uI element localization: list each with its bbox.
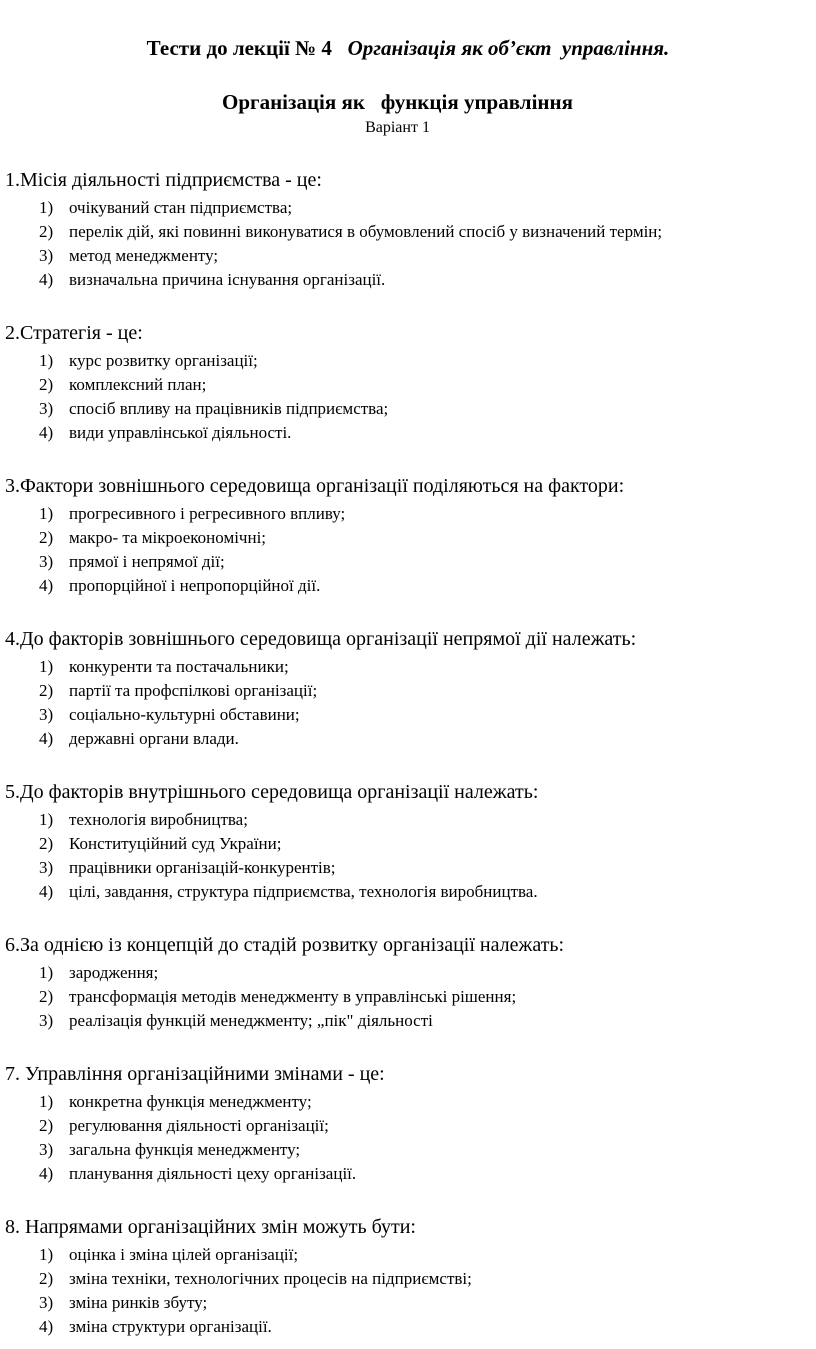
option-text: пропорційної і непропорційної дії. bbox=[69, 576, 321, 595]
question bbox=[5, 1214, 790, 1339]
option-number: 1) bbox=[39, 198, 54, 217]
option-text: прямої і непрямої дії; bbox=[69, 552, 225, 571]
option-text: трансформація методів менеджменту в управлінські рішення; bbox=[69, 987, 517, 1006]
answer-option bbox=[5, 727, 790, 751]
option-number: 2) bbox=[39, 1116, 54, 1135]
question bbox=[5, 167, 790, 292]
question-text: 6.За однією із концепцій до стадій розвитку організації належать: bbox=[5, 934, 565, 956]
document-title-line-1 bbox=[5, 8, 790, 89]
answer-option bbox=[5, 550, 790, 574]
title-prefix: Тести до лекції № 4 bbox=[146, 36, 348, 60]
answer-option bbox=[5, 196, 790, 220]
option-number: 1) bbox=[39, 504, 54, 523]
answer-option bbox=[5, 985, 790, 1009]
option-text: оцінка і зміна цілей організації; bbox=[69, 1245, 299, 1264]
option-text: очікуваний стан підприємства; bbox=[69, 198, 293, 217]
variant-label: Варіант 1 bbox=[365, 119, 430, 136]
option-text: зародження; bbox=[69, 963, 159, 982]
option-number: 2) bbox=[39, 375, 54, 394]
option-number: 2) bbox=[39, 222, 54, 241]
title-italic-part: Організація як об’єкт управління. bbox=[347, 36, 670, 60]
answer-option bbox=[5, 655, 790, 679]
option-number: 3) bbox=[39, 246, 54, 265]
answer-option bbox=[5, 502, 790, 526]
option-number: 1) bbox=[39, 1245, 54, 1264]
option-text: загальна функція менеджменту; bbox=[69, 1140, 301, 1159]
option-text: зміна ринків збуту; bbox=[69, 1293, 208, 1312]
option-number: 1) bbox=[39, 351, 54, 370]
option-number: 1) bbox=[39, 810, 54, 829]
option-text: курс розвитку організації; bbox=[69, 351, 258, 370]
option-text: реалізація функцій менеджменту; „пік" діяльності bbox=[69, 1011, 433, 1030]
option-text: планування діяльності цеху організації. bbox=[69, 1164, 357, 1183]
answer-option bbox=[5, 574, 790, 598]
answer-option bbox=[5, 1315, 790, 1339]
option-number: 3) bbox=[39, 1293, 54, 1312]
answer-option bbox=[5, 1009, 790, 1033]
question bbox=[5, 779, 790, 904]
answer-option bbox=[5, 703, 790, 727]
answer-option bbox=[5, 373, 790, 397]
option-number: 2) bbox=[39, 1269, 54, 1288]
option-number: 4) bbox=[39, 882, 54, 901]
option-number: 3) bbox=[39, 705, 54, 724]
answer-option bbox=[5, 220, 790, 244]
option-text: державні органи влади. bbox=[69, 729, 239, 748]
answer-option bbox=[5, 1243, 790, 1267]
question-text: 8. Напрямами організаційних змін можуть бути: bbox=[5, 1216, 416, 1238]
option-text: конкуренти та постачальники; bbox=[69, 657, 289, 676]
option-number: 4) bbox=[39, 729, 54, 748]
option-text: технологія виробництва; bbox=[69, 810, 248, 829]
answer-option bbox=[5, 397, 790, 421]
answer-option bbox=[5, 1162, 790, 1186]
option-text: види управлінської діяльності. bbox=[69, 423, 292, 442]
option-text: партії та профспілкові організації; bbox=[69, 681, 318, 700]
option-number: 4) bbox=[39, 270, 54, 289]
document-title-line-2: Організація як функція управління bbox=[222, 90, 573, 114]
option-text: комплексний план; bbox=[69, 375, 207, 394]
option-text: конкретна функція менеджменту; bbox=[69, 1092, 312, 1111]
answer-option bbox=[5, 856, 790, 880]
option-number: 2) bbox=[39, 834, 54, 853]
option-number: 4) bbox=[39, 1164, 54, 1183]
option-text: зміна техніки, технологічних процесів на підприємстві; bbox=[69, 1269, 472, 1288]
answer-option bbox=[5, 880, 790, 904]
option-number: 2) bbox=[39, 987, 54, 1006]
option-text: працівники організацій-конкурентів; bbox=[69, 858, 336, 877]
option-text: метод менеджменту; bbox=[69, 246, 219, 265]
option-text: макро- та мікроекономічні; bbox=[69, 528, 267, 547]
option-number: 3) bbox=[39, 399, 54, 418]
question bbox=[5, 320, 790, 445]
option-text: цілі, завдання, структура підприємства, технологія виробництва. bbox=[69, 882, 538, 901]
option-text: перелік дій, які повинні виконуватися в обумовлений спосіб у визначений термін; bbox=[69, 222, 663, 241]
question bbox=[5, 932, 790, 1033]
answer-option bbox=[5, 808, 790, 832]
question-text: 5.До факторів внутрішнього середовища організації належать: bbox=[5, 781, 539, 803]
option-text: прогресивного і регресивного впливу; bbox=[69, 504, 346, 523]
answer-option bbox=[5, 961, 790, 985]
question bbox=[5, 1061, 790, 1186]
questions-container bbox=[5, 167, 790, 1339]
answer-option bbox=[5, 421, 790, 445]
option-number: 3) bbox=[39, 858, 54, 877]
option-number: 1) bbox=[39, 963, 54, 982]
answer-option bbox=[5, 1138, 790, 1162]
option-number: 4) bbox=[39, 576, 54, 595]
answer-option bbox=[5, 679, 790, 703]
answer-option bbox=[5, 1291, 790, 1315]
answer-option bbox=[5, 268, 790, 292]
answer-option bbox=[5, 1267, 790, 1291]
answer-option bbox=[5, 1090, 790, 1114]
option-number: 4) bbox=[39, 423, 54, 442]
question-text: 3.Фактори зовнішнього середовища організації поділяються на фактори: bbox=[5, 475, 625, 497]
option-number: 3) bbox=[39, 1011, 54, 1030]
option-number: 2) bbox=[39, 681, 54, 700]
option-text: зміна структури організації. bbox=[69, 1317, 272, 1336]
option-text: соціально-культурні обставини; bbox=[69, 705, 300, 724]
option-number: 1) bbox=[39, 1092, 54, 1111]
question bbox=[5, 473, 790, 598]
option-text: визначальна причина існування організації. bbox=[69, 270, 386, 289]
option-number: 3) bbox=[39, 552, 54, 571]
question-text: 1.Місія діяльності підприємства - це: bbox=[5, 169, 322, 191]
option-number: 4) bbox=[39, 1317, 54, 1336]
question-text: 4.До факторів зовнішнього середовища організації непрямої дії належать: bbox=[5, 628, 637, 650]
question bbox=[5, 626, 790, 751]
option-number: 2) bbox=[39, 528, 54, 547]
question-text: 7. Управління організаційними змінами - це: bbox=[5, 1063, 385, 1085]
option-text: спосіб впливу на працівників підприємства; bbox=[69, 399, 389, 418]
answer-option bbox=[5, 244, 790, 268]
option-text: регулювання діяльності організації; bbox=[69, 1116, 329, 1135]
answer-option bbox=[5, 832, 790, 856]
answer-option bbox=[5, 349, 790, 373]
answer-option bbox=[5, 526, 790, 550]
option-number: 1) bbox=[39, 657, 54, 676]
option-text: Конституційний суд України; bbox=[69, 834, 282, 853]
option-number: 3) bbox=[39, 1140, 54, 1159]
question-text: 2.Стратегія - це: bbox=[5, 322, 143, 344]
answer-option bbox=[5, 1114, 790, 1138]
